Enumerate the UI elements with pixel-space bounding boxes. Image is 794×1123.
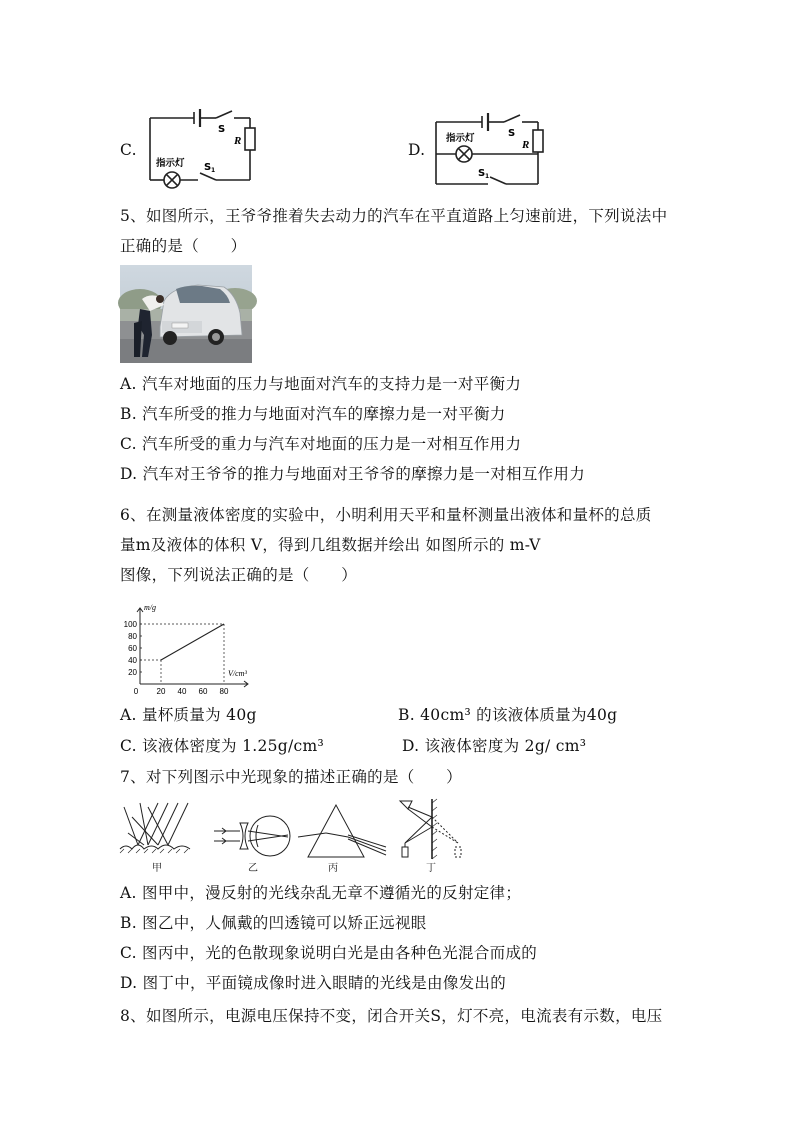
switch-s1-label: S — [204, 162, 212, 173]
y-axis-label: m/g — [144, 603, 156, 612]
figure-label-jia: 甲 — [152, 863, 162, 874]
q8-stem-line1: 8、如图所示，电源电压保持不变，闭合开关S，灯不亮，电流表有示数，电压 — [120, 1007, 663, 1025]
q7-option-a: A. 图甲中，漫反射的光线杂乱无章不遵循光的反射定律； — [120, 884, 522, 902]
q6-option-c: C. 该液体密度为 1.25g/cm³ — [120, 737, 325, 755]
q7-option-c: C. 图丙中，光的色散现象说明白光是由各种色光混合而成的 — [120, 944, 538, 962]
y-tick-label: 20 — [128, 668, 137, 677]
circuit-diagram-c — [148, 108, 258, 188]
x-tick-label: 0 — [133, 687, 139, 696]
figure-ding-plane-mirror — [400, 799, 461, 859]
q6-stem-line2: 量m及液体的体积 V，得到几组数据并绘出 如图所示的 m-V — [120, 536, 541, 554]
q6-option-b: B. 40cm³ 的该液体质量为40g — [398, 706, 618, 724]
figure-bing-prism — [298, 805, 386, 857]
q5-option-a: A. 汽车对地面的压力与地面对汽车的支持力是一对平衡力 — [120, 375, 522, 393]
figure-label-yi: 乙 — [248, 863, 258, 874]
x-tick-label: 40 — [177, 687, 187, 696]
figure-label-bing: 丙 — [328, 863, 338, 874]
option-d-label: D. — [408, 141, 426, 159]
y-tick-label: 40 — [128, 656, 137, 665]
y-tick-label: 80 — [128, 632, 137, 641]
q6-option-a: A. 量杯质量为 40g — [120, 706, 257, 724]
switch-s1-subscript: 1 — [485, 173, 490, 180]
x-axis-label: V/cm³ — [228, 669, 247, 678]
q5-stem-line2: 正确的是（ ） — [120, 237, 247, 255]
q7-option-b: B. 图乙中，人佩戴的凹透镜可以矫正远视眼 — [120, 914, 427, 932]
q6-stem-line1: 6、在测量液体密度的实验中，小明利用天平和量杯测量出液体和量杯的总质 — [120, 506, 652, 524]
x-tick-label: 20 — [156, 687, 166, 696]
lamp-label: 指示灯 — [446, 133, 475, 144]
m-v-chart — [120, 600, 270, 696]
switch-s-label: S — [218, 124, 226, 135]
switch-s1-label: S — [478, 168, 486, 179]
q6-option-d: D. 该液体密度为 2g/ cm³ — [402, 737, 587, 755]
q5-option-b: B. 汽车所受的推力与地面对汽车的摩擦力是一对平衡力 — [120, 405, 506, 423]
x-tick-label: 60 — [198, 687, 208, 696]
series-line-0 — [161, 624, 224, 660]
q5-option-d: D. 汽车对王爷爷的推力与地面对王爷爷的摩擦力是一对相互作用力 — [120, 465, 586, 483]
x-tick-label: 80 — [219, 687, 229, 696]
resistor-r-label: R — [522, 139, 530, 151]
lamp-label: 指示灯 — [156, 158, 185, 169]
q7-stem: 7、对下列图示中光现象的描述正确的是（ ） — [120, 768, 462, 786]
circuit-diagram-d — [434, 112, 546, 188]
y-tick-label: 100 — [123, 620, 137, 629]
figure-jia-diffuse-reflection — [120, 803, 190, 853]
car-push-photo — [120, 265, 252, 363]
light-phenomena-figures — [118, 797, 470, 877]
q5-option-c: C. 汽车所受的重力与汽车对地面的压力是一对相互作用力 — [120, 435, 522, 453]
resistor-r-label: R — [234, 135, 242, 147]
q5-stem-line1: 5、如图所示，王爷爷推着失去动力的汽车在平直道路上匀速前进，下列说法中 — [120, 207, 668, 225]
option-c-label: C. — [120, 141, 137, 159]
q6-stem-line3: 图像，下列说法正确的是（ ） — [120, 566, 358, 584]
switch-s-label: S — [508, 128, 516, 139]
y-tick-label: 60 — [128, 644, 137, 653]
q7-option-d: D. 图丁中，平面镜成像时进入眼睛的光线是由像发出的 — [120, 974, 507, 992]
switch-s1-subscript: 1 — [211, 167, 216, 174]
figure-label-ding: 丁 — [426, 863, 436, 874]
figure-yi-lens-eye — [214, 816, 290, 856]
